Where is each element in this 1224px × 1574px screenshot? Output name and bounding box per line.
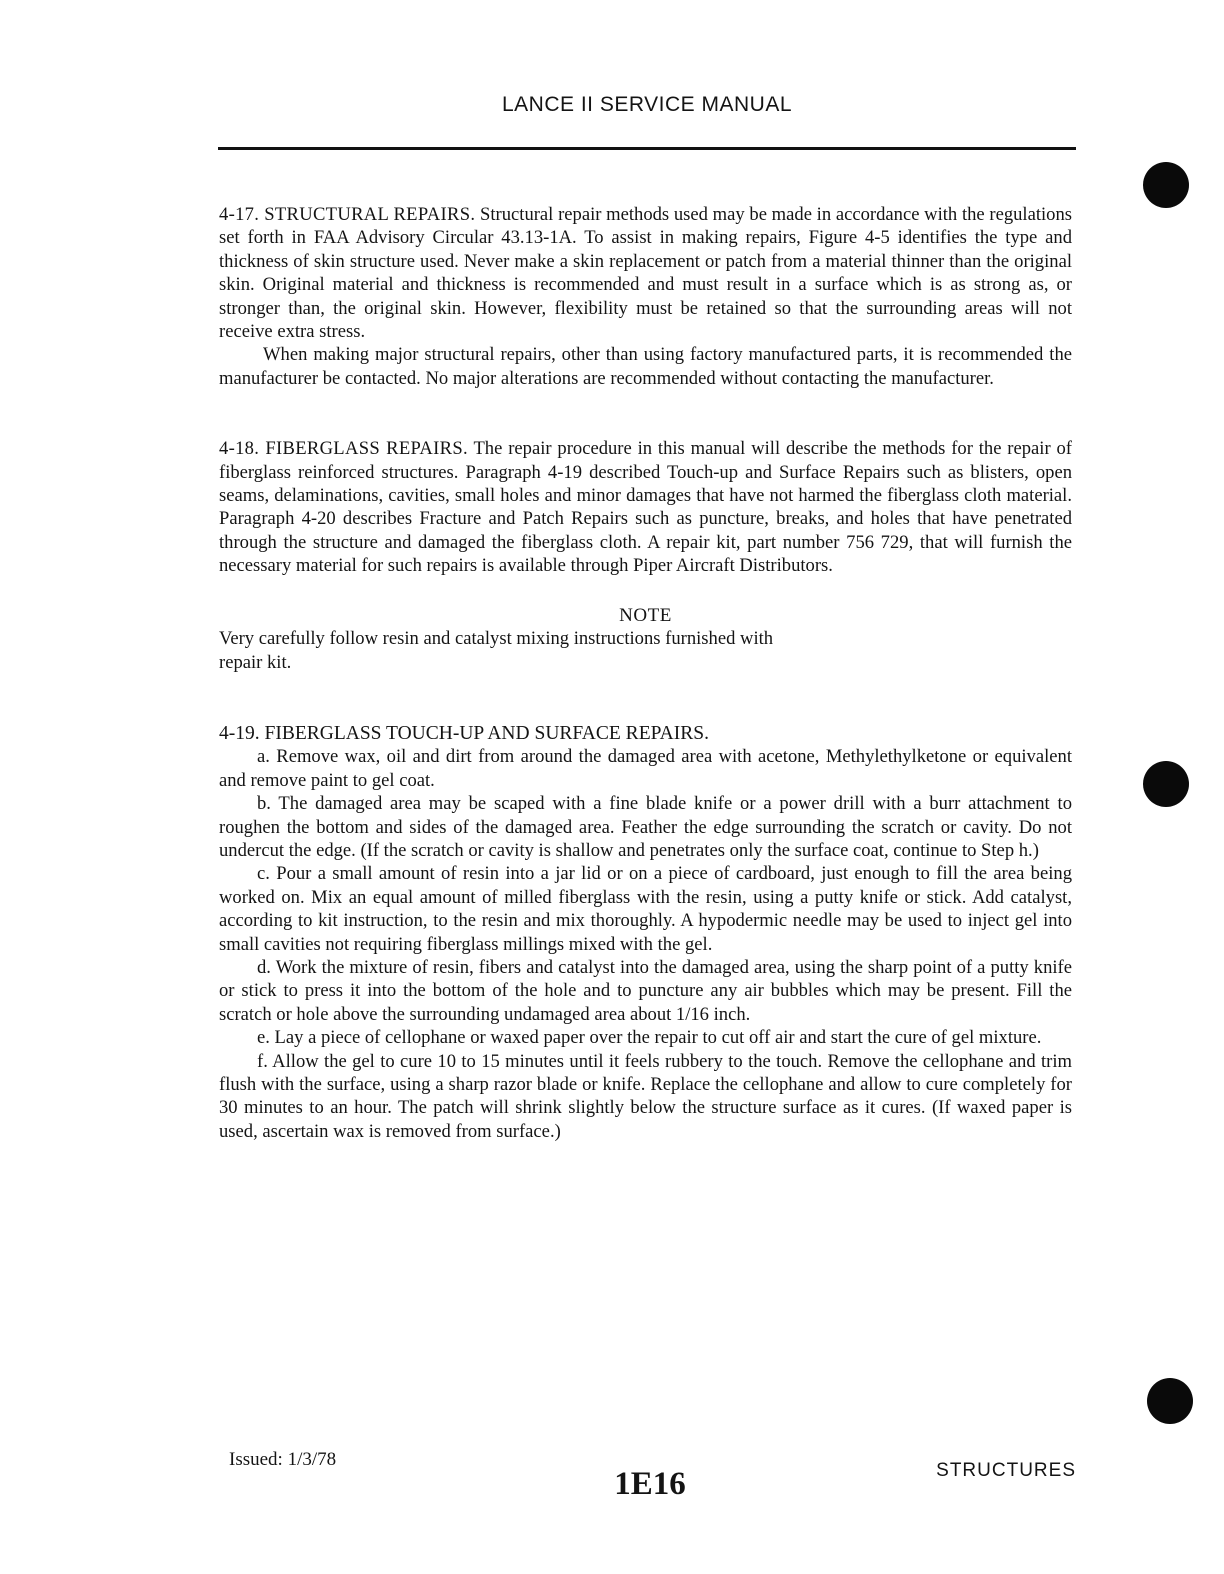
spacer <box>219 390 1072 437</box>
structural-repairs-para <box>219 203 1072 343</box>
step-b: b. The damaged area may be scaped with a fine blade knife or a power drill with a burr attachment to roughen the bottom and sides of the damaged area. Feather the edge surrounding the scratch or cavity. Do not undercut the edge. (If the scratch or cavity is shallow and penetrates only the surface coat, continue to Step h.) <box>219 793 1072 861</box>
structural-repairs-text: Structural repair methods used may be made in accordance with the regulations set forth in FAA Advisory Circular 43.13-1A. To assist in making repairs, Figure 4-5 identifies the type and thickness of skin structure used. Never make a skin replacement or patch from a material thinner than the original skin. Original material and thickness is recommended and must result in a surface which is as strong as, or stronger than, the original skin. However, flexibility must be retained so that the surrounding areas will not receive extra stress. <box>219 204 1072 343</box>
step-c: c. Pour a small amount of resin into a jar lid or on a piece of cardboard, just enough to fill the area being worked on. Mix an equal amount of milled fiberglass with the resin, using a putty knife or stick. Add catalyst, according to kit instruction, to the resin and mix thoroughly. A hypodermic needle may be used to inject gel into small cavities not requiring fiberglass millings mixed with the gel. <box>219 863 1072 955</box>
section-name: STRUCTURES <box>936 1460 1076 1481</box>
fiberglass-repairs-para <box>219 437 1072 577</box>
page-number: 1E16 <box>614 1466 686 1502</box>
step-f: f. Allow the gel to cure 10 to 15 minutes until it feels rubbery to the touch. Remove the cellophane and trim flush with the surface, using a sharp razor blade or knife. Replace the cellophane and allow to cure completely for 30 minutes to an hour. The patch will shrink slightly below the structure surface as it cures. (If waxed paper is used, ascertain wax is removed from surface.) <box>219 1050 1072 1142</box>
section-heading-4-19: 4-19. FIBERGLASS TOUCH-UP AND SURFACE REPAIRS. <box>219 722 709 744</box>
note-title: NOTE <box>619 604 672 626</box>
issued-date: Issued: 1/3/78 <box>229 1449 337 1470</box>
touchup-steps <box>219 745 1072 1143</box>
section-heading-4-17: 4-17. STRUCTURAL REPAIRS. <box>219 204 476 225</box>
step-a: a. Remove wax, oil and dirt from around the damaged area with acetone, Methylethylketone or equivalent and remove paint to gel coat. <box>219 746 1072 791</box>
fiberglass-repairs-text: The repair procedure in this manual will describe the methods for the repair of fiberglass reinforced structures. Paragraph 4-19 described Touch-up and Surface Repairs such as blisters, open seams, delaminations, cavities, small holes and minor damages that have not harmed the fiberglass cloth material. Paragraph 4-20 describes Fracture and Patch Repairs such as puncture, breaks, and holes that have penetrated through the structure and damaged the fiberglass cloth. A repair kit, part number 756 729, that will furnish the necessary material for such repairs is available through Piper Aircraft Distributors. <box>219 438 1072 577</box>
note-body: Very carefully follow resin and catalyst mixing instructions furnished with repair kit. <box>219 628 774 673</box>
step-d: d. Work the mixture of resin, fibers and catalyst into the damaged area, using the sharp point of a putty knife or stick to press it into the bottom of the hole and to puncture any air bubbles which may be present. Fill the scratch or hole above the surrounding undamaged area about 1/16 inch. <box>219 956 1072 1025</box>
structural-repairs-para-2: When making major structural repairs, other than using factory manufactured parts, it is recommended the manufacturer be contacted. No major alterations are recommended without contacting the manufacturer. <box>219 344 1072 389</box>
step-e: e. Lay a piece of cellophane or waxed paper over the repair to cut off air and start the cure of gel mixture. <box>257 1027 1042 1049</box>
page-header-title: LANCE II SERVICE MANUAL <box>501 93 793 116</box>
section-heading-4-18: 4-18. FIBERGLASS REPAIRS. <box>219 438 468 460</box>
punch-hole-dot <box>1143 761 1189 807</box>
punch-hole-dot <box>1143 162 1189 208</box>
punch-hole-dot <box>1147 1378 1193 1424</box>
header-rule <box>218 147 1076 150</box>
manual-body <box>219 203 1072 1143</box>
